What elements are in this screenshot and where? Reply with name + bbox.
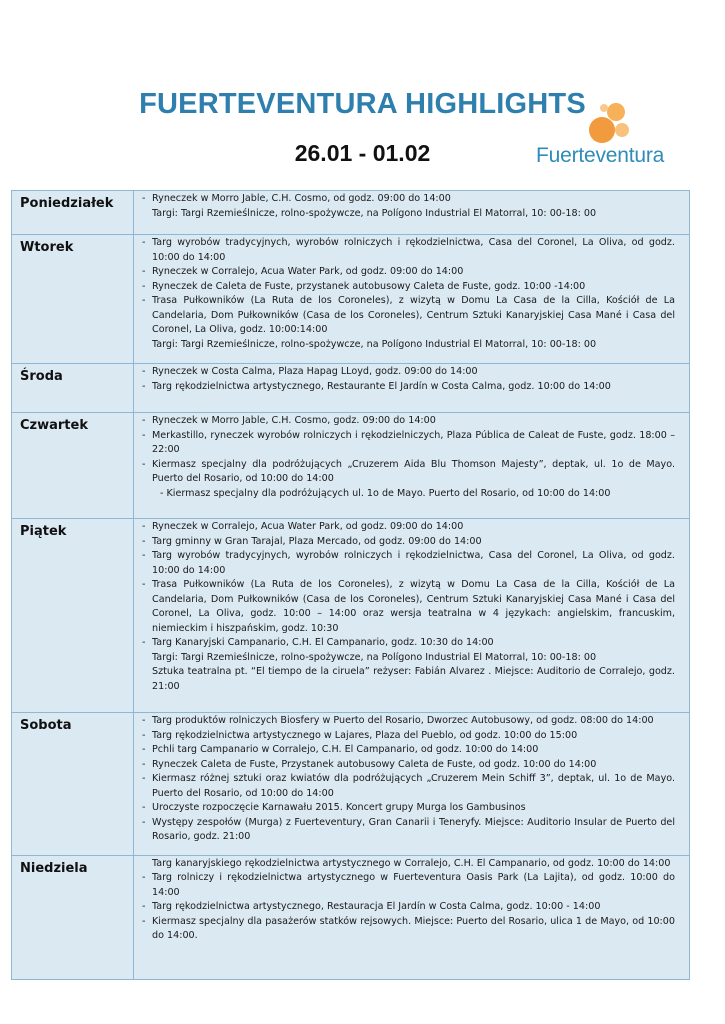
- event-list: [142, 857, 675, 944]
- event-item: Targ kanaryjskiego rękodzielnictwa artystycznego w Corralejo, C.H. El Campanario, od godz. 10:00 do 14:00: [152, 857, 671, 869]
- event-item: - Targ produktów rolniczych Biosfery w Puerto del Rosario, Dworzec Autobusowy, od godz. 08:00 do 14:00: [142, 714, 675, 729]
- event-item: Targi: Targi Rzemieślnicze, rolno-spożywcze, na Polígono Industrial El Matorral, 10: 00-18: 00: [152, 338, 597, 350]
- schedule-row: [12, 519, 690, 713]
- schedule-row: [12, 855, 690, 979]
- event-item: - Targ rękodzielnictwa artystycznego, Restauracja El Jardín w Costa Calma, godz. 10:00 - 14:00: [142, 900, 675, 915]
- event-item: - Targ wyrobów tradycyjnych, wyrobów rolniczych i rękodzielnictwa, Casa del Coronel, La Oliva, od godz. 10:00 do 14:00: [142, 549, 675, 578]
- event-item: - Kiermasz specjalny dla podróżujących ul. 1o de Mayo. Puerto del Rosario, od 10:00 do 14:00: [160, 487, 611, 499]
- sun-circles-icon: [584, 100, 634, 146]
- event-item: - Kiermasz specjalny dla pasażerów statków rejsowych. Miejsce: Puerto del Rosario, ulica 1 de Mayo, od 10:00 do 14:00.: [142, 915, 675, 944]
- day-label: Niedziela: [12, 855, 134, 979]
- event-item: - Targ rękodzielnictwa artystycznego, Restaurante El Jardín w Costa Calma, godz. 10:00 do 14:00: [142, 380, 675, 395]
- events-cell: [134, 413, 690, 519]
- event-item: - Trasa Pułkowników (La Ruta de los Coroneles), z wizytą w Domu La Casa de la Cilla, Kościół de La Candelaria, Dom Pułkowników (Casa de los Coroneles), Centrum Sztuki Kanaryjskiej Casa Mané i Casa del Coronel, La Oliva, godz. 10:00:14:00: [142, 294, 675, 338]
- events-cell: [134, 713, 690, 856]
- event-item: - Targ rękodzielnictwa artystycznego w Lajares, Plaza del Pueblo, od godz. 10:00 do 15:00: [142, 729, 675, 744]
- logo-text: Fuerteventura: [536, 144, 665, 167]
- day-label: Wtorek: [12, 235, 134, 364]
- event-list: [142, 520, 675, 694]
- date-range: 26.01 - 01.02: [294, 140, 431, 166]
- event-item: - Ryneczek Caleta de Fuste, Przystanek autobusowy Caleta de Fuste, od godz. 10:00 do 14:00: [142, 758, 675, 773]
- event-item: - Kiermasz różnej sztuki oraz kwiatów dla podróżujących „Cruzerem Mein Schiff 3”, deptak, ul. 1o de Mayo. Puerto del Rosario, od 10:00 do 14:00: [142, 772, 675, 801]
- day-label: Środa: [12, 364, 134, 413]
- event-item: - Pchli targ Campanario w Corralejo, C.H. El Campanario, od godz. 10:00 do 14:00: [142, 743, 675, 758]
- event-item: - Ryneczek w Corralejo, Acua Water Park, od godz. 09:00 do 14:00: [142, 520, 675, 535]
- event-item: Sztuka teatralna pt. “El tiempo de la ciruela” reżyser: Fabián Alvarez . Miejsce: Auditorio de Corralejo, godz. 21:00: [152, 666, 675, 692]
- page-title: FUERTEVENTURA HIGHLIGHTS: [139, 88, 586, 120]
- event-list: [142, 714, 675, 845]
- schedule-row: [12, 364, 690, 413]
- schedule-row: [12, 413, 690, 519]
- event-list: [142, 414, 675, 501]
- events-cell: [134, 855, 690, 979]
- day-label: Piątek: [12, 519, 134, 713]
- event-item: - Uroczyste rozpoczęcie Karnawału 2015. Koncert grupy Murga los Gambusinos: [142, 801, 675, 816]
- event-item: - Trasa Pułkowników (La Ruta de los Coroneles), z wizytą w Domu La Casa de la Cilla, Kościół de La Candelaria, Dom Pułkowników (Casa de los Coroneles), Centrum Sztuki Kanaryjskiej Casa Mané i Casa del Coronel, La Oliva, godz. 10:00 – 14:00 oraz wersja teatralna w 4 językach: angielskim, francuskim, niemieckim i hiszpańskim, godz. 10:30: [142, 578, 675, 636]
- fuerteventura-logo: [536, 100, 688, 172]
- event-item: - Kiermasz specjalny dla podróżujących „Cruzerem Aida Blu Thomson Majesty”, deptak, ul. 1o de Mayo. Puerto del Rosario, od 10:00 do 14:00: [142, 458, 675, 487]
- event-item: - Ryneczek w Costa Calma, Plaza Hapag LLoyd, godz. 09:00 do 14:00: [142, 365, 675, 380]
- events-cell: [134, 191, 690, 235]
- schedule-row: [12, 713, 690, 856]
- event-item: - Ryneczek w Corralejo, Acua Water Park, od godz. 09:00 do 14:00: [142, 265, 675, 280]
- events-cell: [134, 235, 690, 364]
- event-item: - Targ gminny w Gran Tarajal, Plaza Mercado, od godz. 09:00 do 14:00: [142, 535, 675, 550]
- schedule-row: [12, 235, 690, 364]
- day-label: Sobota: [12, 713, 134, 856]
- event-item: - Ryneczek w Morro Jable, C.H. Cosmo, godz. 09:00 do 14:00: [142, 414, 675, 429]
- events-cell: [134, 364, 690, 413]
- day-label: Czwartek: [12, 413, 134, 519]
- event-item: - Występy zespołów (Murga) z Fuerteventury, Gran Canarii i Teneryfy. Miejsce: Auditorio Insular de Puerto del Rosario, godz. 21:00: [142, 816, 675, 845]
- schedule-row: [12, 191, 690, 235]
- event-item: - Targ rolniczy i rękodzielnictwa artystycznego w Fuerteventura Oasis Park (La Lajita), od godz. 10:00 do 14:00: [142, 871, 675, 900]
- event-item: Targi: Targi Rzemieślnicze, rolno-spożywcze, na Polígono Industrial El Matorral, 10: 00-18: 00: [152, 207, 597, 219]
- event-item: - Ryneczek w Morro Jable, C.H. Cosmo, od godz. 09:00 do 14:00: [142, 192, 675, 207]
- event-item: Targi: Targi Rzemieślnicze, rolno-spożywcze, na Polígono Industrial El Matorral, 10: 00-18: 00: [152, 651, 597, 663]
- event-item: - Merkastillo, ryneczek wyrobów rolniczych i rękodzielniczych, Plaza Pública de Caleat de Fuste, godz. 18:00 – 22:00: [142, 429, 675, 458]
- event-list: [142, 236, 675, 352]
- day-label: Poniedziałek: [12, 191, 134, 235]
- event-item: - Ryneczek de Caleta de Fuste, przystanek autobusowy Caleta de Fuste, godz. 10:00 -14:00: [142, 280, 675, 295]
- event-item: - Targ Kanaryjski Campanario, C.H. El Campanario, godz. 10:30 do 14:00: [142, 636, 675, 651]
- event-item: - Targ wyrobów tradycyjnych, wyrobów rolniczych i rękodzielnictwa, Casa del Coronel, La Oliva, od godz. 10:00 do 14:00: [142, 236, 675, 265]
- event-list: [142, 192, 675, 221]
- event-list: [142, 365, 675, 394]
- events-cell: [134, 519, 690, 713]
- weekly-schedule-table: [11, 190, 690, 980]
